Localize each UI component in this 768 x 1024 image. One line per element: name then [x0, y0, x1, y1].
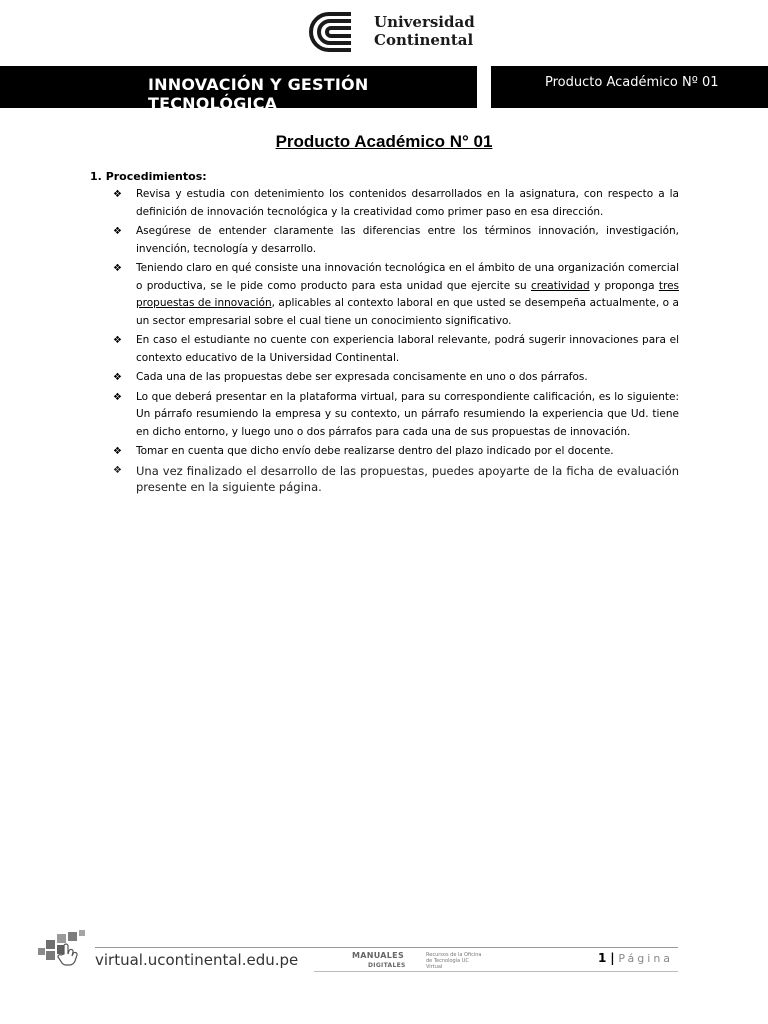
footer-url: virtual.ucontinental.edu.pe: [95, 951, 299, 969]
item-text: Cada una de las propuestas debe ser expresada concisamente en uno o dos párrafos.: [136, 371, 588, 383]
diamond-bullet-icon: ❖: [113, 464, 122, 476]
manuales-note: Recursos de la Oficina de Tecnología UC Virtual: [426, 952, 482, 970]
page-indicator: [598, 951, 673, 965]
item-text-part1: Teniendo claro en qué consiste una innovación tecnológica en el ámbito de una organización comercial o productiva, se le pide como producto para esta unidad que ejercite su: [136, 262, 679, 292]
section-title: Procedimientos:: [105, 170, 207, 183]
item-text: En caso el estudiante no cuente con experiencia laboral relevante, podrá sugerir innovaciones para el contexto educativo de la Universidad Continental.: [136, 334, 679, 364]
logo-line1: Universidad: [374, 13, 475, 31]
product-label: Producto Académico Nº 01: [545, 75, 719, 90]
virtual-hand-icon: [36, 930, 92, 970]
item-text: Lo que deberá presentar en la plataforma virtual, para su correspondiente calificación, es lo siguiente: Un párrafo resumiendo la empresa y su contexto, un párrafo resumiendo la experiencia que Ud. tiene en dicho entorno, y luego uno o dos párrafos para cada una de sus propuestas de innovación.: [136, 390, 679, 438]
footer-divider-lower: [314, 971, 678, 972]
page-number: 1: [598, 951, 607, 965]
page-word: Página: [618, 952, 674, 965]
underlined-creatividad: creatividad: [530, 279, 590, 292]
manuales-brand-text: MANUALES: [352, 951, 405, 960]
diamond-bullet-icon: ❖: [113, 226, 122, 237]
course-banner: [0, 66, 477, 113]
logo-c-mark-icon: [307, 10, 367, 54]
item-text: Tomar en cuenta que dicho envío debe realizarse dentro del plazo indicado por el docente.: [136, 445, 614, 457]
diamond-bullet-icon: ❖: [113, 391, 122, 403]
list-item: [113, 463, 679, 495]
manuales-sub-text: DIGITALES: [368, 962, 406, 969]
procedures-list: [113, 186, 679, 497]
list-item: [113, 223, 679, 258]
product-banner: [491, 66, 768, 108]
underlined-tres-propuestas: tres propuestas de innovación: [136, 279, 679, 309]
list-item: [113, 443, 679, 461]
item-text: Asegúrese de entender claramente las diferencias entre los términos innovación, investigación, invención, tecnología y desarrollo.: [136, 225, 679, 255]
diamond-bullet-icon: ❖: [113, 189, 122, 200]
footer-divider: [95, 947, 678, 948]
list-item: [113, 186, 679, 221]
diamond-bullet-icon: ❖: [113, 263, 122, 274]
list-item: [113, 369, 679, 387]
item-text: Revisa y estudia con detenimiento los contenidos desarrollados en la asignatura, con respecto a la definición de innovación tecnológica y la creatividad como primer paso en esa dirección.: [136, 188, 679, 218]
page-separator: |: [610, 951, 615, 965]
diamond-bullet-icon: ❖: [113, 335, 122, 346]
university-logo: [307, 10, 475, 54]
item-text-part3: , aplicables al contexto laboral en que usted se desempeña actualmente, o a un sector empresarial sobre el cual tiene un conocimiento significativo.: [136, 297, 679, 327]
section-heading: [90, 170, 207, 183]
document-title: Producto Académico N° 01: [275, 132, 493, 151]
item-text: Una vez finalizado el desarrollo de las propuestas, puedes apoyarte de la ficha de evaluación presente en la siguiente página.: [136, 463, 679, 494]
university-name: [374, 13, 475, 49]
course-title: INNOVACIÓN Y GESTIÓN TECNOLÓGICA: [148, 75, 369, 113]
diamond-bullet-icon: ❖: [113, 372, 122, 383]
item-text-part2: y proponga: [589, 279, 659, 292]
logo-line2: Continental: [374, 31, 474, 49]
list-item: [113, 260, 679, 330]
list-item: [113, 389, 679, 442]
diamond-bullet-icon: ❖: [113, 446, 122, 457]
manuales-digitales-logo: [352, 951, 480, 969]
list-item: [113, 332, 679, 367]
section-number: 1.: [90, 170, 102, 183]
manuales-brand: [352, 951, 406, 969]
